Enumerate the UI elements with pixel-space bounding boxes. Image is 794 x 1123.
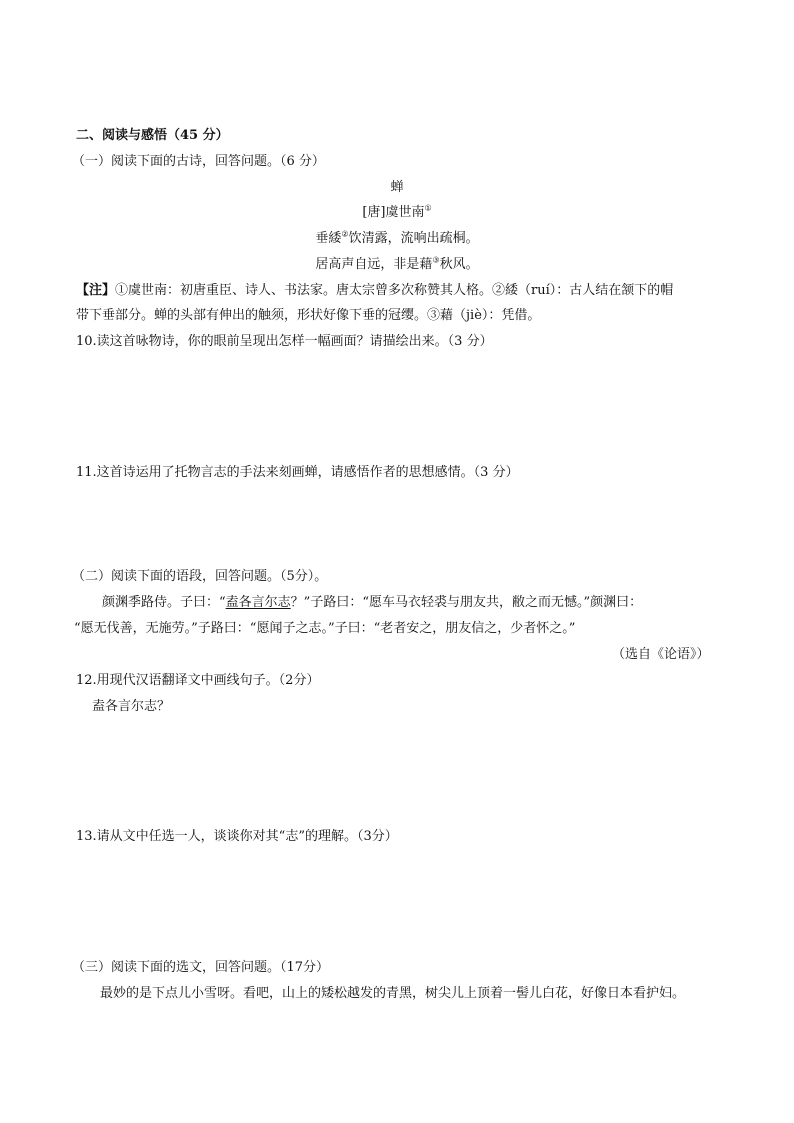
part3-passage-line-1: 最妙的是下点儿小雪呀。看吧，山上的矮松越发的青黑，树尖儿上顶着一髻儿白花，好像日本看护妇。	[100, 986, 686, 1001]
passage-line-2: “愿无伐善，无施劳。”子路曰：“愿闻子之志。”子曰：“老者安之，朋友信之，少者怀之。”	[74, 621, 576, 636]
question-12-sentence: 盍各言尔志？	[92, 699, 171, 714]
underlined-sentence: 盍各言尔志	[225, 595, 291, 610]
passage-source: （选自《论语》）	[612, 647, 710, 662]
poem-author	[0, 204, 794, 222]
passage-text-1b: ？”子路曰：“愿车马衣轻裘与朋友共，敝之而无憾。”颜渊曰：	[290, 595, 643, 610]
section-heading: 二、阅读与感悟（45 分）	[76, 128, 229, 143]
question-10: 10.读这首咏物诗，你的眼前呈现出怎样一幅画面？请描绘出来。（3 分）	[76, 334, 493, 349]
part3-intro: （三）阅读下面的选文，回答问题。（17分）	[72, 960, 330, 975]
poem-line-2	[0, 256, 794, 274]
note-mark-1: ①	[424, 203, 432, 213]
poem-line-1-b: 饮清露，流响出疏桐。	[348, 231, 479, 246]
note-mark-2: ②	[341, 229, 349, 239]
note-text-1: ①虞世南：初唐重臣、诗人、书法家。唐太宗曾多次称赞其人格。②緌（ruí）：古人结在颔下的帽	[115, 283, 674, 298]
note-line-1	[76, 282, 673, 300]
poem-line-2-b: 秋风。	[439, 257, 479, 272]
question-11: 11.这首诗运用了托物言志的手法来刻画蝉，请感悟作者的思想感情。（3 分）	[76, 465, 519, 480]
note-line-2: 带下垂部分。蝉的头部有伸出的触须，形状好像下垂的冠缨。③藉（jiè）：凭借。	[76, 308, 541, 323]
question-13: 13.请从文中任选一人，谈谈你对其“志”的理解。（3分）	[76, 829, 398, 844]
passage-line-1	[102, 594, 642, 612]
note-mark-3: ③	[432, 255, 440, 265]
part2-intro: （二）阅读下面的语段，回答问题。（5分）。	[72, 569, 328, 584]
poem-title: 蝉	[390, 180, 404, 195]
passage-text-1a: 颜渊季路侍。子曰：“	[102, 595, 226, 610]
question-12: 12.用现代汉语翻译文中画线句子。（2分）	[76, 673, 320, 688]
part1-intro: （一）阅读下面的古诗，回答问题。（6 分）	[72, 154, 325, 169]
poem-line-1	[0, 230, 794, 248]
note-label: 【注】	[76, 283, 116, 298]
poem-author-text: [唐]虞世南	[362, 205, 425, 220]
poem-line-2-a: 居高声自远，非是藉	[315, 257, 433, 272]
poem-line-1-a: 垂緌	[315, 231, 342, 246]
